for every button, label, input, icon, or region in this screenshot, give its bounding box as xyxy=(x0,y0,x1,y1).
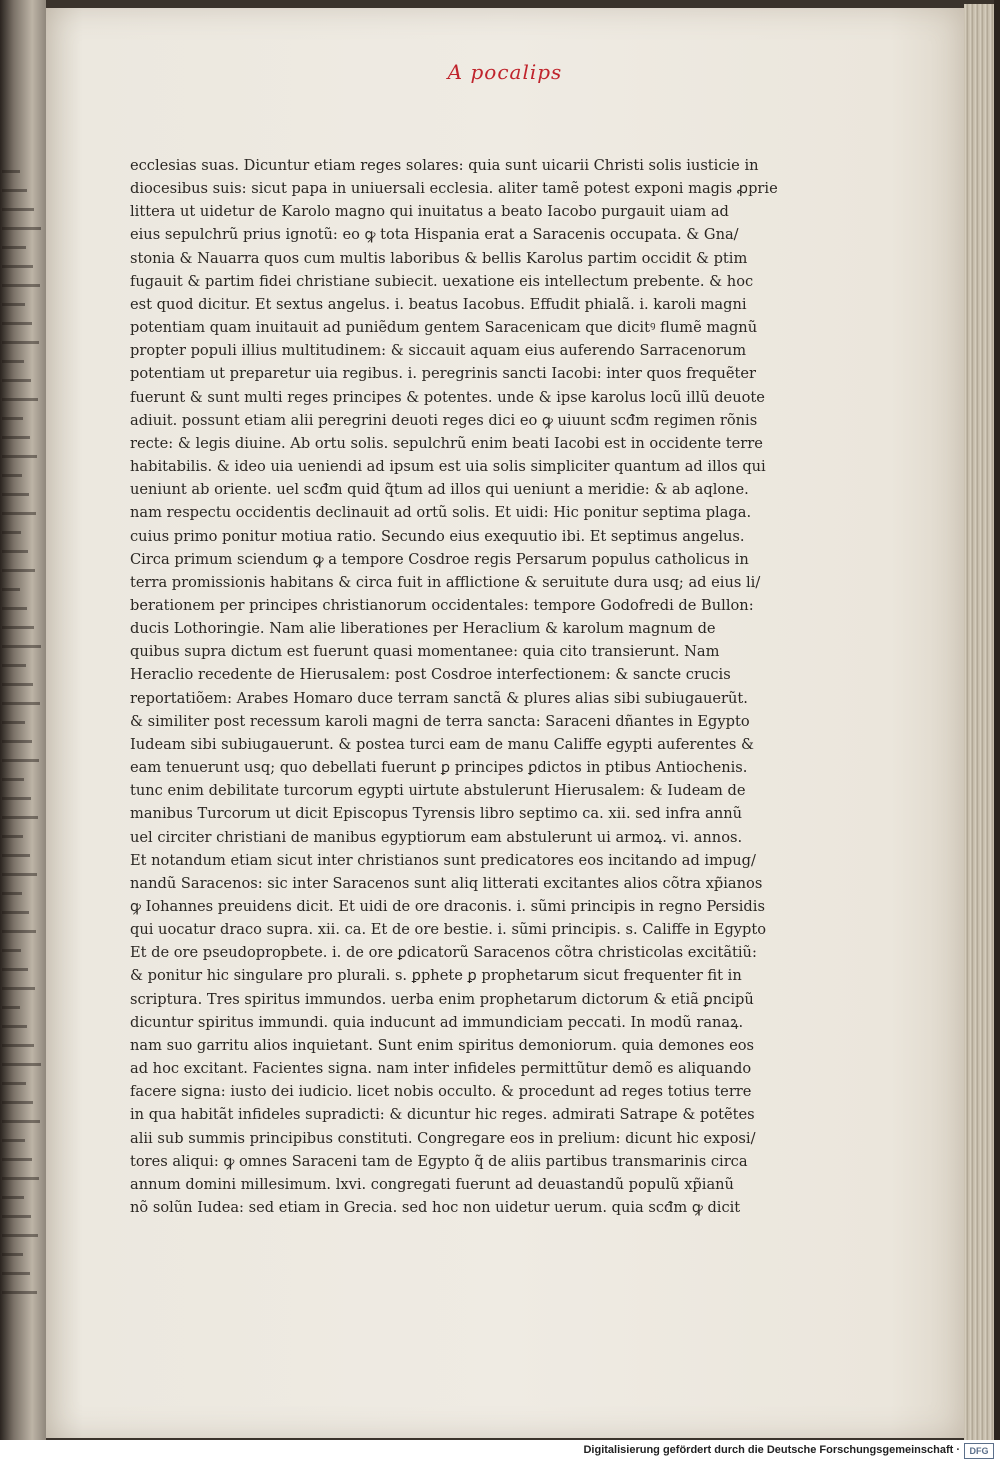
ghost-text-mark xyxy=(2,436,30,439)
ghost-text-mark xyxy=(2,493,29,496)
ghost-text-mark xyxy=(2,816,38,819)
text-line: nam suo garritu alios inquietant. Sunt enim spiritus demoniorum. quia demones eos xyxy=(130,1036,755,1054)
ghost-text-mark xyxy=(2,569,35,572)
text-line: adiuit. possunt etiam alii peregrini deuoti reges dici eo ꝙ uiuunt scđm regimen rõnis xyxy=(130,411,758,429)
ghost-text-mark xyxy=(2,455,37,458)
text-line: & similiter post recessum karoli magni de terra sancta: Saraceni dñantes in Egypto xyxy=(130,712,750,730)
ghost-text-mark xyxy=(2,1215,31,1218)
ghost-text-mark xyxy=(2,417,23,420)
text-line: recte: & legis diuine. Ab ortu solis. sepulchrũ enim beati Iacobi est in occidente terre xyxy=(130,434,763,452)
text-line: fugauit & partim fidei christiane subiecit. uexatione eis intellectum prebente. & hoc xyxy=(130,272,754,290)
ghost-text-mark xyxy=(2,284,40,287)
ghost-text-mark xyxy=(2,474,22,477)
footer-bar xyxy=(0,1440,1000,1461)
ghost-text-mark xyxy=(2,1234,38,1237)
text-line: Iudeam sibi subiugauerunt. & postea turci eam de manu Califfe egypti auferentes & xyxy=(130,735,754,753)
text-line: ꝙ Iohannes preuidens dicit. Et uidi de ore draconis. i. sũmi principis in regno Persidis xyxy=(130,898,765,915)
ghost-text-mark xyxy=(2,512,36,515)
text-line: Et de ore pseudopropbete. i. de ore ꝑdicatorũ Saracenos cõtra christicolas excitãtiũ: xyxy=(130,944,757,962)
ghost-text-mark xyxy=(2,398,38,401)
text-line: manibus Turcorum ut dicit Episcopus Tyrensis libro septimo ca. xii. sed infra annũ xyxy=(130,805,743,823)
book-binding-edge xyxy=(994,0,1000,1440)
ghost-text-mark xyxy=(2,835,23,838)
ghost-text-mark xyxy=(2,1101,33,1104)
ghost-text-mark xyxy=(2,892,22,895)
text-line: in qua habitãt infideles supradicti: & dicuntur hic reges. admirati Satrape & potẽtes xyxy=(130,1106,755,1124)
ghost-text-mark xyxy=(2,303,25,306)
text-line: propter populi illius multitudinem: & siccauit aquam eius auferendo Sarracenorum xyxy=(130,342,747,360)
text-line: nõ solũn Iudea: sed etiam in Grecia. sed hoc non uidetur uerum. quia scđm ꝙ dicit xyxy=(130,1199,741,1217)
text-line: nandũ Saracenos: sic inter Saracenos sunt aliq litterati excitantes alios cõtra xp̃ianos xyxy=(130,874,763,892)
ghost-text-mark xyxy=(2,702,40,705)
ghost-text-mark xyxy=(2,911,29,914)
footer-credit: Digitalisierung gefördert durch die Deutsche Forschungsgemeinschaft · xyxy=(583,1444,960,1456)
ghost-text-mark xyxy=(2,873,37,876)
ghost-text-mark xyxy=(2,1253,23,1256)
ghost-text-mark xyxy=(2,854,30,857)
text-line: terra promissionis habitans & circa fuit in afflictione & seruitute dura usq; ad eius li/ xyxy=(130,573,761,591)
ghost-text-mark xyxy=(2,1139,25,1142)
ghost-text-mark xyxy=(2,1196,24,1199)
ghost-text-mark xyxy=(2,1177,39,1180)
text-line: Heraclio recedente de Hierusalem: post Cosdroe interfectionem: & sancte crucis xyxy=(130,666,731,684)
text-line: ad hoc excitant. Facientes signa. nam inter infideles permittũtur demõ es aliquando xyxy=(130,1060,752,1078)
ghost-text-mark xyxy=(2,170,20,173)
text-line: stonia & Nauarra quos cum multis laboribus & bellis Karolus partim occidit & ptim xyxy=(130,249,748,267)
ghost-text-mark xyxy=(2,208,34,211)
text-line: tunc enim debilitate turcorum egypti uirtute abstulerunt Hierusalem: & Iudeam de xyxy=(130,782,746,800)
ghost-text-mark xyxy=(2,759,39,762)
text-line: facere signa: iusto dei iudicio. licet nobis occulto. & procedunt ad reges totius terre xyxy=(130,1083,752,1101)
ghost-text-mark xyxy=(2,322,32,325)
text-line: diocesibus suis: sicut papa in uniuersali ecclesia. aliter tamẽ potest exponi magis ꝓprie xyxy=(130,180,778,198)
text-line: eius sepulchrũ prius ignotũ: eo ꝙ tota Hispania erat a Saracenis occupata. & Gna/ xyxy=(130,226,739,244)
adjacent-page-left xyxy=(0,0,46,1440)
ghost-text-mark xyxy=(2,683,33,686)
text-line: potentiam ut preparetur uia regibus. i. peregrinis sancti Iacobi: inter quos frequẽter xyxy=(130,365,757,383)
text-line: est quod dicitur. Et sextus angelus. i. beatus Iacobus. Effudit phialã. i. karoli magni xyxy=(130,295,747,313)
ghost-text-mark xyxy=(2,797,31,800)
ghost-text-mark xyxy=(2,550,28,553)
ghost-text-mark xyxy=(2,664,26,667)
ghost-text-mark xyxy=(2,227,41,230)
running-head: A pocalips xyxy=(447,60,563,84)
text-line: eam tenuerunt usq; quo debellati fuerunt ꝑ principes ꝑdictos in ptibus Antiochenis. xyxy=(130,759,748,777)
ghost-text-mark xyxy=(2,1158,32,1161)
book-page xyxy=(46,8,964,1438)
ghost-text-mark xyxy=(2,1025,27,1028)
ghost-text-mark xyxy=(2,626,34,629)
ghost-text-mark xyxy=(2,531,21,534)
dfg-logo-icon: DFG xyxy=(964,1443,994,1459)
text-line: annum domini millesimum. lxvi. congregati fuerunt ad deuastandũ populũ xp̃ianũ xyxy=(130,1175,734,1193)
text-line: fuerunt & sunt multi reges principes & potentes. unde & ipse karolus locũ illũ deuote xyxy=(130,388,765,406)
ghost-text-mark xyxy=(2,1291,37,1294)
ghost-text-mark xyxy=(2,360,24,363)
text-line: ecclesias suas. Dicuntur etiam reges solares: quia sunt uicarii Christi solis iusticie in xyxy=(130,157,759,174)
ghost-text-mark xyxy=(2,1044,34,1047)
text-block xyxy=(130,154,780,1219)
ghost-text-mark xyxy=(2,379,31,382)
text-line: habitabilis. & ideo uia ueniendi ad ipsum est uia solis simpliciter quantum ad illos qui xyxy=(130,458,766,476)
text-line: Circa primum sciendum ꝙ a tempore Cosdroe regis Persarum populus catholicus in xyxy=(130,550,749,568)
text-line: uel circiter christiani de manibus egyptiorum eam abstulerunt ui armoꝝ. vi. annos. xyxy=(130,828,743,846)
text-line: ducis Lothoringie. Nam alie liberationes per Heraclium & karolum magnum de xyxy=(130,620,716,638)
ghost-text-mark xyxy=(2,1063,41,1066)
text-line: potentiam quam inuitauit ad puniẽdum gentem Saracenicam que dicitꝰ flumẽ magnũ xyxy=(130,319,758,337)
text-line: ueniunt ab oriente. uel scđm quid q̃tum ad illos qui ueniunt a meridie: & ab aqlone. xyxy=(130,481,749,499)
text-line: littera ut uidetur de Karolo magno qui inuitatus a beato Iacobo purgauit uiam ad xyxy=(130,203,729,221)
ghost-text-mark xyxy=(2,607,27,610)
ghost-text-mark xyxy=(2,341,39,344)
ghost-text-mark xyxy=(2,265,33,268)
ghost-text-mark xyxy=(2,721,25,724)
text-line: dicuntur spiritus immundi. quia inducunt ad immundiciam peccati. In modũ ranaꝝ. xyxy=(130,1013,744,1031)
text-line: nam respectu occidentis declinauit ad ortũ solis. Et uidi: Hic ponitur septima plaga. xyxy=(130,504,752,522)
ghost-text-mark xyxy=(2,968,28,971)
ghost-text-mark xyxy=(2,778,24,781)
text-line: scriptura. Tres spiritus immundos. uerba enim prophetarum dictorum & etiã ꝑncipũ xyxy=(130,990,754,1008)
ghost-text-mark xyxy=(2,740,32,743)
text-line: quibus supra dictum est fuerunt quasi momentanee: quia cito transierunt. Nam xyxy=(130,643,720,661)
text-line: Et notandum etiam sicut inter christianos sunt predicatores eos incitando ad impug/ xyxy=(130,851,756,869)
ghost-text-mark xyxy=(2,987,35,990)
text-line: alii sub summis principibus constituti. Congregare eos in prelium: dicunt hic exposi/ xyxy=(130,1129,756,1147)
ghost-text-mark xyxy=(2,645,41,648)
ghost-text-mark xyxy=(2,930,36,933)
ghost-text-mark xyxy=(2,189,27,192)
ghost-text-mark xyxy=(2,1006,20,1009)
ghost-text-mark xyxy=(2,1120,40,1123)
page-edges xyxy=(964,4,994,1440)
text-line: qui uocatur draco supra. xii. ca. Et de ore bestie. i. sũmi principis. s. Califfe in Egypto xyxy=(130,921,767,939)
text-line: tores aliqui: ꝙ omnes Saraceni tam de Egypto q̃ de aliis partibus transmarinis circa xyxy=(130,1152,748,1170)
text-line: berationem per principes christianorum occidentales: tempore Godofredi de Bullon: xyxy=(130,596,754,614)
ghost-text-mark xyxy=(2,1082,26,1085)
ghost-text-mark xyxy=(2,588,20,591)
text-line: & ponitur hic singulare pro plurali. s. ꝑphete ꝑ prophetarum sicut frequenter fit in xyxy=(130,967,742,985)
ghost-text-mark xyxy=(2,949,21,952)
text-line: reportatiõem: Arabes Homaro duce terram sanctã & plures alias sibi subiugauerũt. xyxy=(130,689,748,707)
ghost-text-mark xyxy=(2,1272,30,1275)
ghost-text-mark xyxy=(2,246,26,249)
text-line: cuius primo ponitur motiua ratio. Secundo eius exequutio ibi. Et septimus angelus. xyxy=(130,527,745,545)
